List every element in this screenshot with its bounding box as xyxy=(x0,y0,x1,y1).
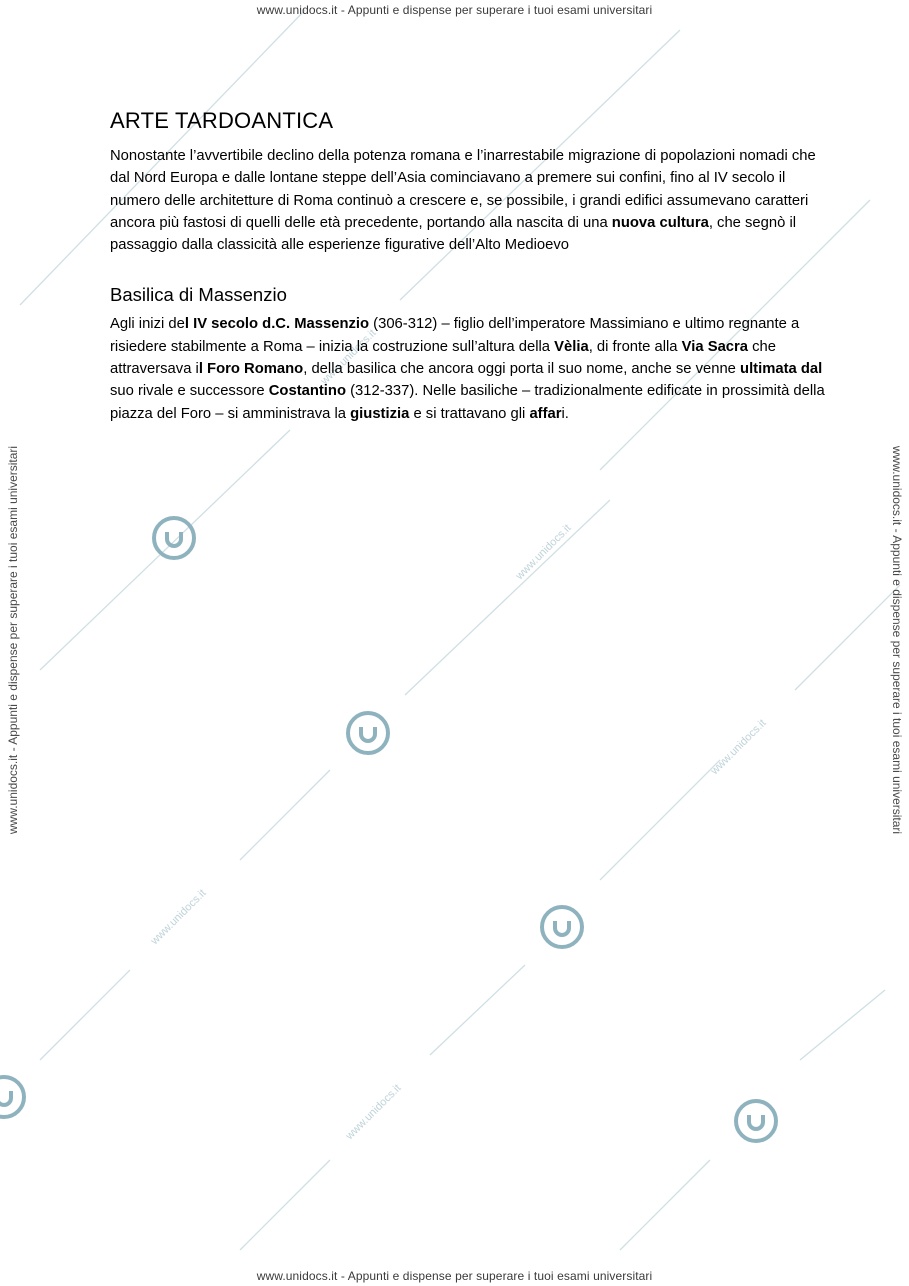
side-banner-left: www.unidocs.it - Appunti e dispense per superare i tuoi esami universitari xyxy=(6,445,20,835)
emphasis-text: giustizia xyxy=(350,405,410,422)
emphasis-text: Via Sacra xyxy=(681,338,749,355)
text-run: Agli inizi de xyxy=(110,316,185,333)
watermark-text: www.unidocs.it xyxy=(148,887,209,948)
text-run: , della basilica che ancora oggi porta il suo nome, anche se venne xyxy=(303,361,741,378)
watermark-text: www.unidocs.it xyxy=(708,717,769,778)
intro-paragraph xyxy=(110,145,830,256)
text-run: che attraversava i xyxy=(110,338,776,378)
emphasis-text: Vèlia xyxy=(554,338,589,355)
text-run: (312-337). Nelle basiliche – tradizionalmente edificate in prossimità della piazza del Foro – si amministrava la xyxy=(110,383,825,422)
document-body xyxy=(110,108,830,425)
text-run: e si trattavano gli xyxy=(409,405,530,422)
emphasis-text: ultimata dal xyxy=(740,361,823,378)
unidocs-logo-icon xyxy=(542,907,582,947)
side-banner-right: www.unidocs.it - Appunti e dispense per superare i tuoi esami universitari xyxy=(890,445,904,835)
text-run: i. xyxy=(561,405,569,422)
emphasis-text: l IV secolo d.C. Massenzio xyxy=(184,316,370,333)
section-paragraph xyxy=(110,313,830,424)
text-run: Nonostante l’avvertibile declino della potenza romana e l’inarrestabile migrazione di popolazioni nomadi che dal Nord Europa e dalle lontane steppe dell’Asia cominciavano a premere sui confini, fino al IV secolo il numero delle architetture di Roma continuò a crescere e, se possibile, i grandi edifici assumevano caratteri ancora più fastosi di quelli delle età precedente, portando alla nascita di una xyxy=(110,148,816,231)
watermark-text: www.unidocs.it xyxy=(513,522,574,583)
emphasis-text: affar xyxy=(529,405,562,422)
emphasis-text: nuova cultura xyxy=(611,214,709,231)
unidocs-logo-icon xyxy=(736,1101,776,1141)
section-title: Basilica di Massenzio xyxy=(110,284,287,306)
emphasis-text: Costantino xyxy=(268,383,346,400)
text-run: suo rivale e successore xyxy=(110,383,269,400)
text-run: (306-312) – figlio dell’imperatore Massimiano e ultimo regnante a risiedere stabilmente a Roma – inizia la costruzione sull’altura della xyxy=(110,316,800,355)
unidocs-logo-icon xyxy=(154,518,194,558)
watermark-text: www.unidocs.it xyxy=(318,327,379,388)
text-run: , che segnò il passaggio dalla classicità alle esperienze figurative dell’Alto Medioevo xyxy=(110,214,797,254)
unidocs-logo-icon xyxy=(348,713,388,753)
watermark-text: www.unidocs.it xyxy=(343,1082,404,1143)
footer-banner: www.unidocs.it - Appunti e dispense per superare i tuoi esami universitari xyxy=(256,1269,653,1283)
header-banner: www.unidocs.it - Appunti e dispense per superare i tuoi esami universitari xyxy=(256,3,653,17)
emphasis-text: l Foro Romano xyxy=(198,361,304,378)
document-title: ARTE TARDOANTICA xyxy=(110,108,334,133)
text-run: , di fronte alla xyxy=(588,338,682,355)
